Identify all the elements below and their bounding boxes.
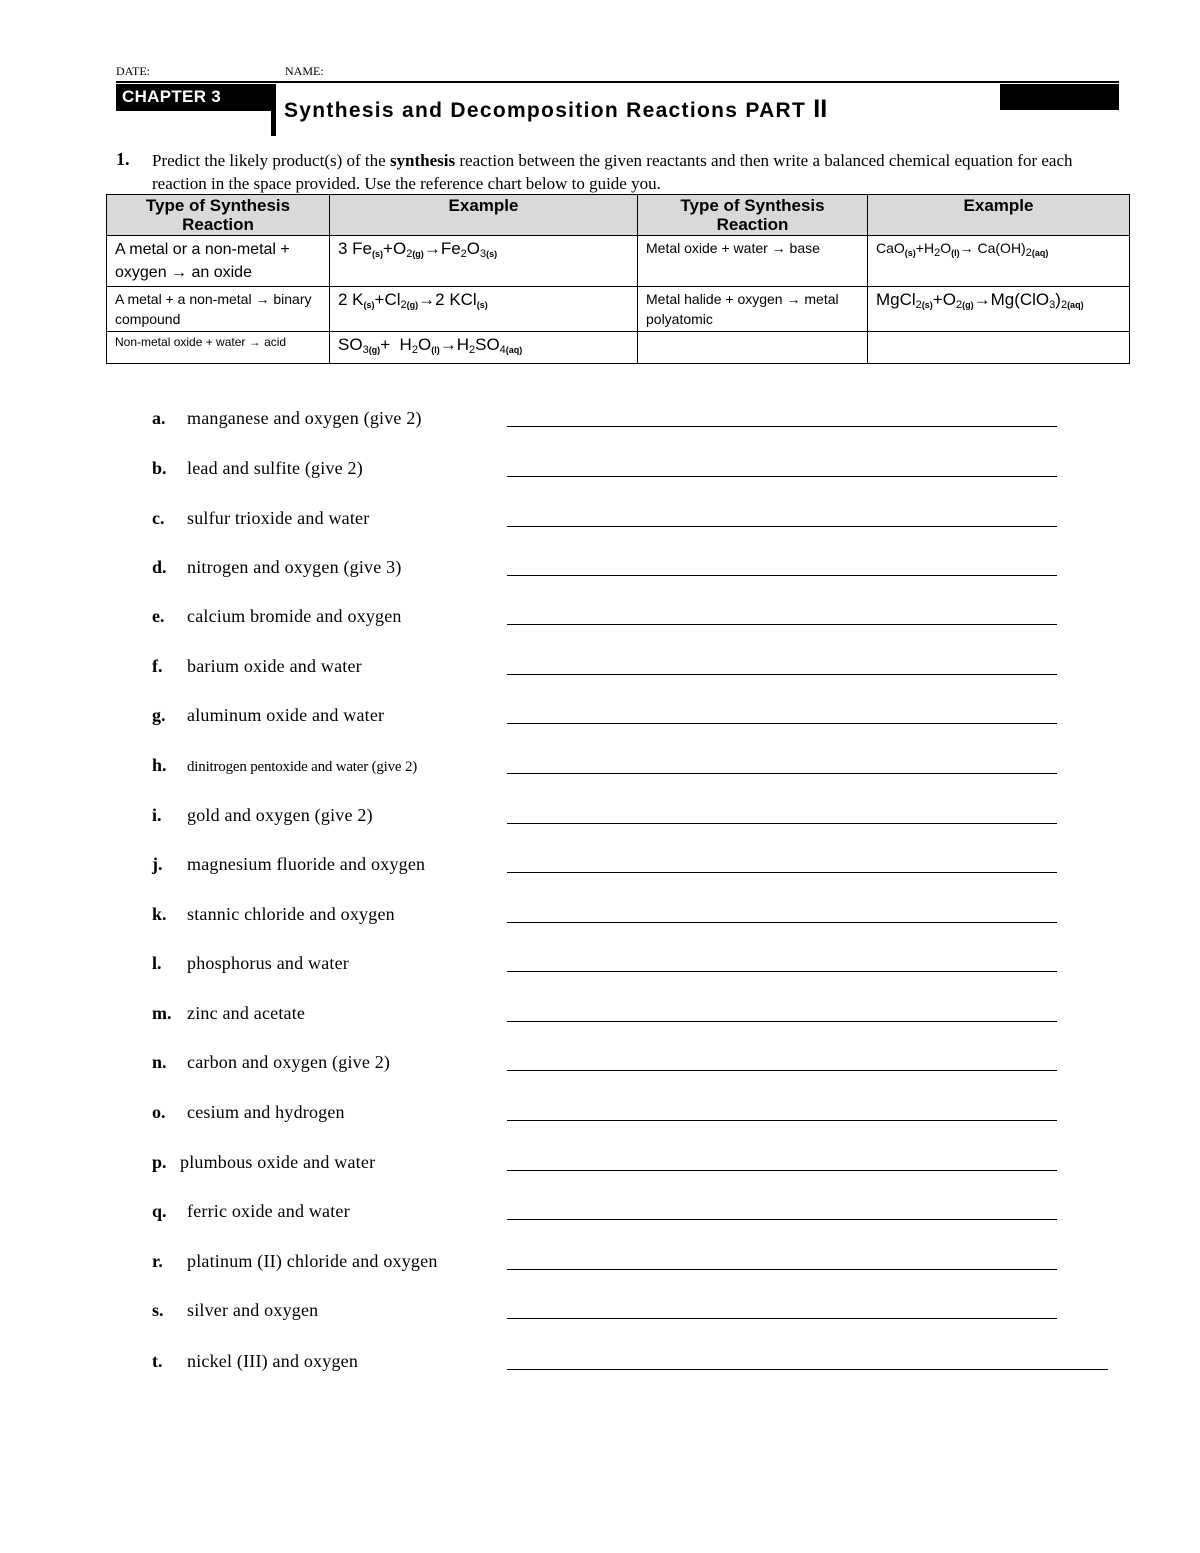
item-letter: m. xyxy=(152,1003,172,1023)
question-keyword: synthesis xyxy=(389,151,456,170)
date-label: DATE: xyxy=(116,64,150,78)
example-equation-cell: $CaO_{(s)}+H_2O_{(l)}\to Ca(OH)_{2(aq)}$ xyxy=(868,236,1130,287)
question-text-start: Predict the likely product(s) of the xyxy=(152,151,390,170)
answer-item xyxy=(0,903,1200,943)
answer-line[interactable] xyxy=(507,723,1057,724)
item-letter: b. xyxy=(152,458,167,478)
type-cell xyxy=(638,332,868,364)
header-example-2: Example xyxy=(868,195,1130,236)
answer-line[interactable] xyxy=(507,1021,1057,1022)
header-example-1: Example xyxy=(330,195,638,236)
item-prompt: plumbous oxide and water xyxy=(180,1152,376,1172)
question-number: 1. xyxy=(116,149,130,169)
title-part: II xyxy=(813,95,828,123)
answer-line[interactable] xyxy=(507,1219,1057,1220)
item-prompt: zinc and acetate xyxy=(187,1003,306,1023)
item-letter: c. xyxy=(152,508,165,528)
example-equation-cell: 3 $Fe_{(s)}+O_{2(g)}\to Fe_2O_{3(s)}$ xyxy=(330,236,638,287)
item-prompt: magnesium fluoride and oxygen xyxy=(187,854,426,874)
title-main: Synthesis and Decomposition Reactions PART xyxy=(284,99,814,122)
item-prompt: cesium and hydrogen xyxy=(187,1102,345,1122)
answer-line[interactable] xyxy=(507,1170,1057,1171)
type-cell: A metal or a non-metal + oxygen → an oxide xyxy=(107,236,330,287)
answer-line[interactable] xyxy=(507,1269,1057,1270)
item-prompt: carbon and oxygen (give 2) xyxy=(187,1052,391,1072)
item-prompt: platinum (II) chloride and oxygen xyxy=(187,1251,438,1271)
answer-line[interactable] xyxy=(507,476,1057,477)
item-letter: d. xyxy=(152,557,167,577)
answer-item xyxy=(0,754,1200,794)
header-type-2: Type of Synthesis Reaction xyxy=(638,195,868,236)
answer-item xyxy=(0,407,1200,447)
example-equation-cell xyxy=(868,332,1130,364)
answer-line[interactable] xyxy=(507,426,1057,427)
item-letter: t. xyxy=(152,1351,163,1371)
item-letter: j. xyxy=(152,854,163,874)
type-cell: Metal halide + oxygen → metal polyatomic xyxy=(638,287,868,332)
item-letter: q. xyxy=(152,1201,167,1221)
example-equation-cell: 2 $K_{(s)}+Cl_{2(g)}\to 2$ KCl$_{(s)}$ xyxy=(330,287,638,332)
answer-item xyxy=(0,952,1200,992)
item-letter: g. xyxy=(152,705,166,725)
answer-line[interactable] xyxy=(507,922,1057,923)
item-prompt: barium oxide and water xyxy=(187,656,362,676)
answer-item xyxy=(0,1151,1200,1191)
item-prompt: silver and oxygen xyxy=(187,1300,319,1320)
answer-line[interactable] xyxy=(507,1120,1057,1121)
header-right-tab xyxy=(1000,84,1119,110)
answer-line[interactable] xyxy=(507,872,1057,873)
answer-line[interactable] xyxy=(507,1318,1057,1319)
answer-item xyxy=(0,556,1200,596)
answer-line[interactable] xyxy=(507,1070,1057,1071)
item-prompt: calcium bromide and oxygen xyxy=(187,606,402,626)
answer-item xyxy=(0,1350,1200,1390)
answer-item xyxy=(0,704,1200,744)
answer-line[interactable] xyxy=(507,624,1057,625)
header-type-1: Type of Synthesis Reaction xyxy=(107,195,330,236)
table-row xyxy=(107,236,1130,287)
item-letter: s. xyxy=(152,1300,164,1320)
item-letter: h. xyxy=(152,755,167,775)
item-letter: i. xyxy=(152,805,162,825)
answer-item xyxy=(0,655,1200,695)
answer-item xyxy=(0,804,1200,844)
answer-item xyxy=(0,1101,1200,1141)
table-row xyxy=(107,287,1130,332)
item-prompt: dinitrogen pentoxide and water (give 2) xyxy=(187,759,418,775)
item-prompt: gold and oxygen (give 2) xyxy=(187,805,373,825)
item-prompt: nickel (III) and oxygen xyxy=(187,1351,359,1371)
chapter-divider xyxy=(271,84,276,136)
item-letter: a. xyxy=(152,408,166,428)
item-letter: o. xyxy=(152,1102,166,1122)
answer-item xyxy=(0,507,1200,547)
page-title xyxy=(284,95,827,124)
header-rule xyxy=(116,81,1119,83)
type-cell: Metal oxide + water → base xyxy=(638,236,868,287)
example-equation-cell: $MgCl_{2(s)}+O_{2(g)}\to Mg(ClO_3)_{2(aq)}$ xyxy=(868,287,1130,332)
answer-line[interactable] xyxy=(507,971,1057,972)
answer-item xyxy=(0,605,1200,645)
item-prompt: ferric oxide and water xyxy=(187,1201,350,1221)
item-letter: f. xyxy=(152,656,163,676)
item-prompt: manganese and oxygen (give 2) xyxy=(187,408,422,428)
item-prompt: lead and sulfite (give 2) xyxy=(187,458,363,478)
item-prompt: sulfur trioxide and water xyxy=(187,508,370,528)
item-letter: k. xyxy=(152,904,167,924)
name-label: NAME: xyxy=(285,64,324,78)
answer-item xyxy=(0,1299,1200,1339)
item-letter: r. xyxy=(152,1251,163,1271)
answer-line[interactable] xyxy=(507,674,1057,675)
item-letter: n. xyxy=(152,1052,167,1072)
answer-line[interactable] xyxy=(507,526,1057,527)
type-cell: A metal + a non-metal → binary compound xyxy=(107,287,330,332)
answer-item xyxy=(0,1002,1200,1042)
answer-line[interactable] xyxy=(507,1369,1108,1370)
answer-line[interactable] xyxy=(507,823,1057,824)
answer-item xyxy=(0,853,1200,893)
example-equation-cell: $SO_{3(g)}+ H_2O_{(l)}\to H_2SO_{4(aq)}$ xyxy=(330,332,638,364)
answer-item xyxy=(0,1051,1200,1091)
item-letter: p. xyxy=(152,1152,167,1172)
reference-chart xyxy=(106,194,1130,364)
item-prompt: aluminum oxide and water xyxy=(187,705,385,725)
answer-item xyxy=(0,1200,1200,1240)
answer-item xyxy=(0,1250,1200,1290)
answer-line[interactable] xyxy=(507,575,1057,576)
type-cell: Non-metal oxide + water → acid xyxy=(107,332,330,364)
question-text-end: reaction between the given reactants and then write a balanced chemical equation for each reaction in the space provided. Use the reference chart below to guide you. xyxy=(152,151,1073,193)
table-row xyxy=(107,332,1130,364)
item-prompt: nitrogen and oxygen (give 3) xyxy=(187,557,402,577)
answer-item xyxy=(0,457,1200,497)
chapter-tab: CHAPTER 3 xyxy=(116,84,272,111)
item-prompt: stannic chloride and oxygen xyxy=(187,904,395,924)
question-text xyxy=(152,149,1112,195)
item-prompt: phosphorus and water xyxy=(187,953,349,973)
answer-line[interactable] xyxy=(507,773,1057,774)
item-letter: e. xyxy=(152,606,165,626)
table-header-row xyxy=(107,195,1130,236)
item-letter: l. xyxy=(152,953,162,973)
